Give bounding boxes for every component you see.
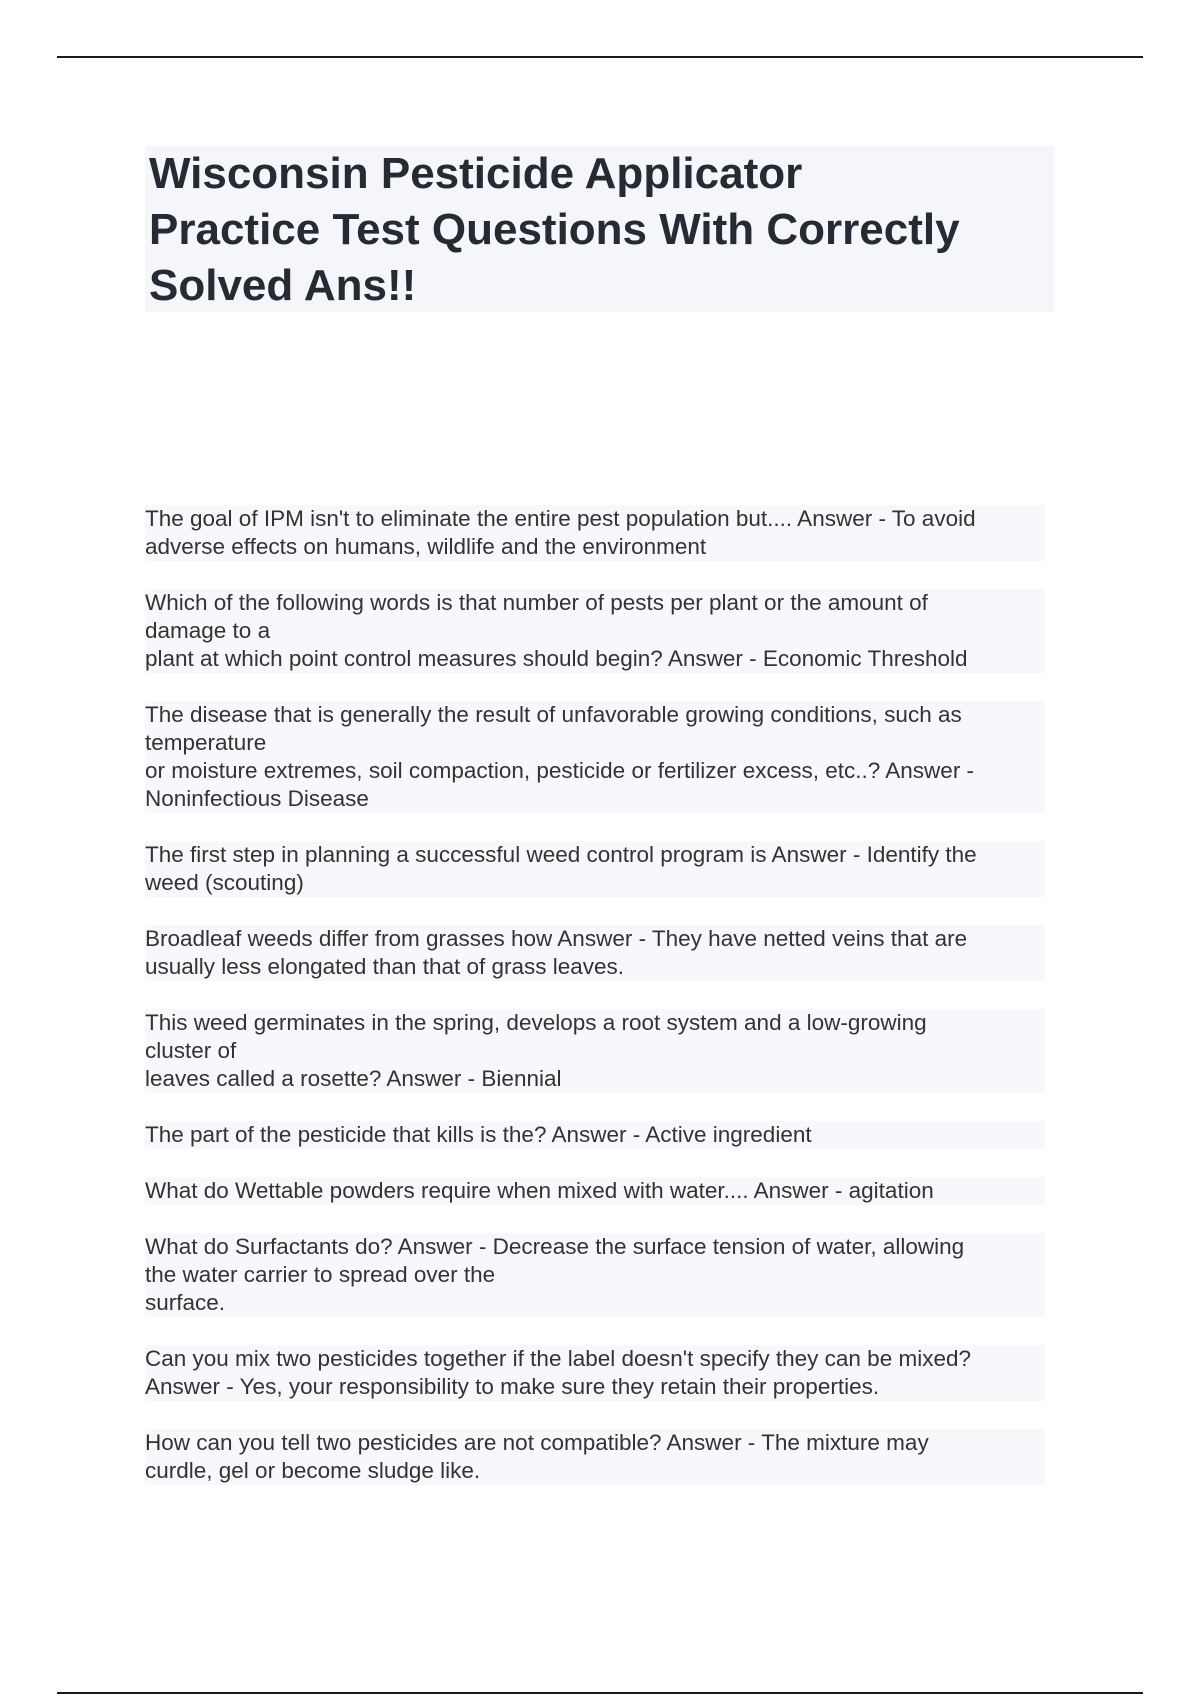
qa-item bbox=[145, 1345, 1045, 1401]
qa-item bbox=[145, 1429, 1045, 1485]
qa-line: damage to a bbox=[145, 618, 271, 643]
title-line: Solved Ans!! bbox=[149, 261, 417, 310]
qa-line: leaves called a rosette? Answer - Biennial bbox=[145, 1066, 562, 1091]
qa-line: surface. bbox=[145, 1290, 226, 1315]
qa-item bbox=[145, 925, 1045, 981]
qa-list bbox=[145, 505, 1070, 1513]
qa-line: The goal of IPM isn't to eliminate the entire pest population but.... Answer - To avoid bbox=[145, 506, 976, 531]
qa-line: curdle, gel or become sludge like. bbox=[145, 1458, 481, 1483]
title-block bbox=[145, 146, 1054, 312]
qa-item bbox=[145, 505, 1045, 561]
qa-line: Answer - Yes, your responsibility to make sure they retain their properties. bbox=[145, 1374, 880, 1399]
qa-line: Can you mix two pesticides together if the label doesn't specify they can be mixed? bbox=[145, 1346, 971, 1371]
qa-line: What do Surfactants do? Answer - Decrease the surface tension of water, allowing bbox=[145, 1234, 965, 1259]
qa-line: weed (scouting) bbox=[145, 870, 304, 895]
qa-line: What do Wettable powders require when mixed with water.... Answer - agitation bbox=[145, 1178, 934, 1203]
qa-item bbox=[145, 1233, 1045, 1317]
bottom-divider bbox=[57, 1692, 1143, 1694]
qa-line: Broadleaf weeds differ from grasses how Answer - They have netted veins that are bbox=[145, 926, 968, 951]
qa-line: temperature bbox=[145, 730, 267, 755]
qa-line: or moisture extremes, soil compaction, pesticide or fertilizer excess, etc..? Answer - bbox=[145, 758, 975, 783]
qa-item bbox=[145, 701, 1045, 813]
qa-line: plant at which point control measures should begin? Answer - Economic Threshold bbox=[145, 646, 968, 671]
qa-line: adverse effects on humans, wildlife and the environment bbox=[145, 534, 707, 559]
qa-line: the water carrier to spread over the bbox=[145, 1262, 496, 1287]
qa-item bbox=[145, 1121, 1045, 1149]
qa-line: Which of the following words is that number of pests per plant or the amount of bbox=[145, 590, 928, 615]
document-title bbox=[149, 146, 1050, 314]
qa-line: cluster of bbox=[145, 1038, 237, 1063]
qa-line: Noninfectious Disease bbox=[145, 786, 369, 811]
title-line: Practice Test Questions With Correctly bbox=[149, 205, 960, 254]
qa-line: usually less elongated than that of grass leaves. bbox=[145, 954, 625, 979]
qa-item bbox=[145, 589, 1045, 673]
qa-line: How can you tell two pesticides are not compatible? Answer - The mixture may bbox=[145, 1430, 929, 1455]
qa-line: The disease that is generally the result of unfavorable growing conditions, such as bbox=[145, 702, 962, 727]
qa-item bbox=[145, 841, 1045, 897]
top-divider bbox=[57, 56, 1143, 58]
qa-line: The part of the pesticide that kills is the? Answer - Active ingredient bbox=[145, 1122, 812, 1147]
title-line: Wisconsin Pesticide Applicator bbox=[149, 149, 803, 198]
qa-line: This weed germinates in the spring, develops a root system and a low-growing bbox=[145, 1010, 927, 1035]
qa-item bbox=[145, 1177, 1045, 1205]
qa-line: The first step in planning a successful weed control program is Answer - Identify the bbox=[145, 842, 977, 867]
qa-item bbox=[145, 1009, 1045, 1093]
